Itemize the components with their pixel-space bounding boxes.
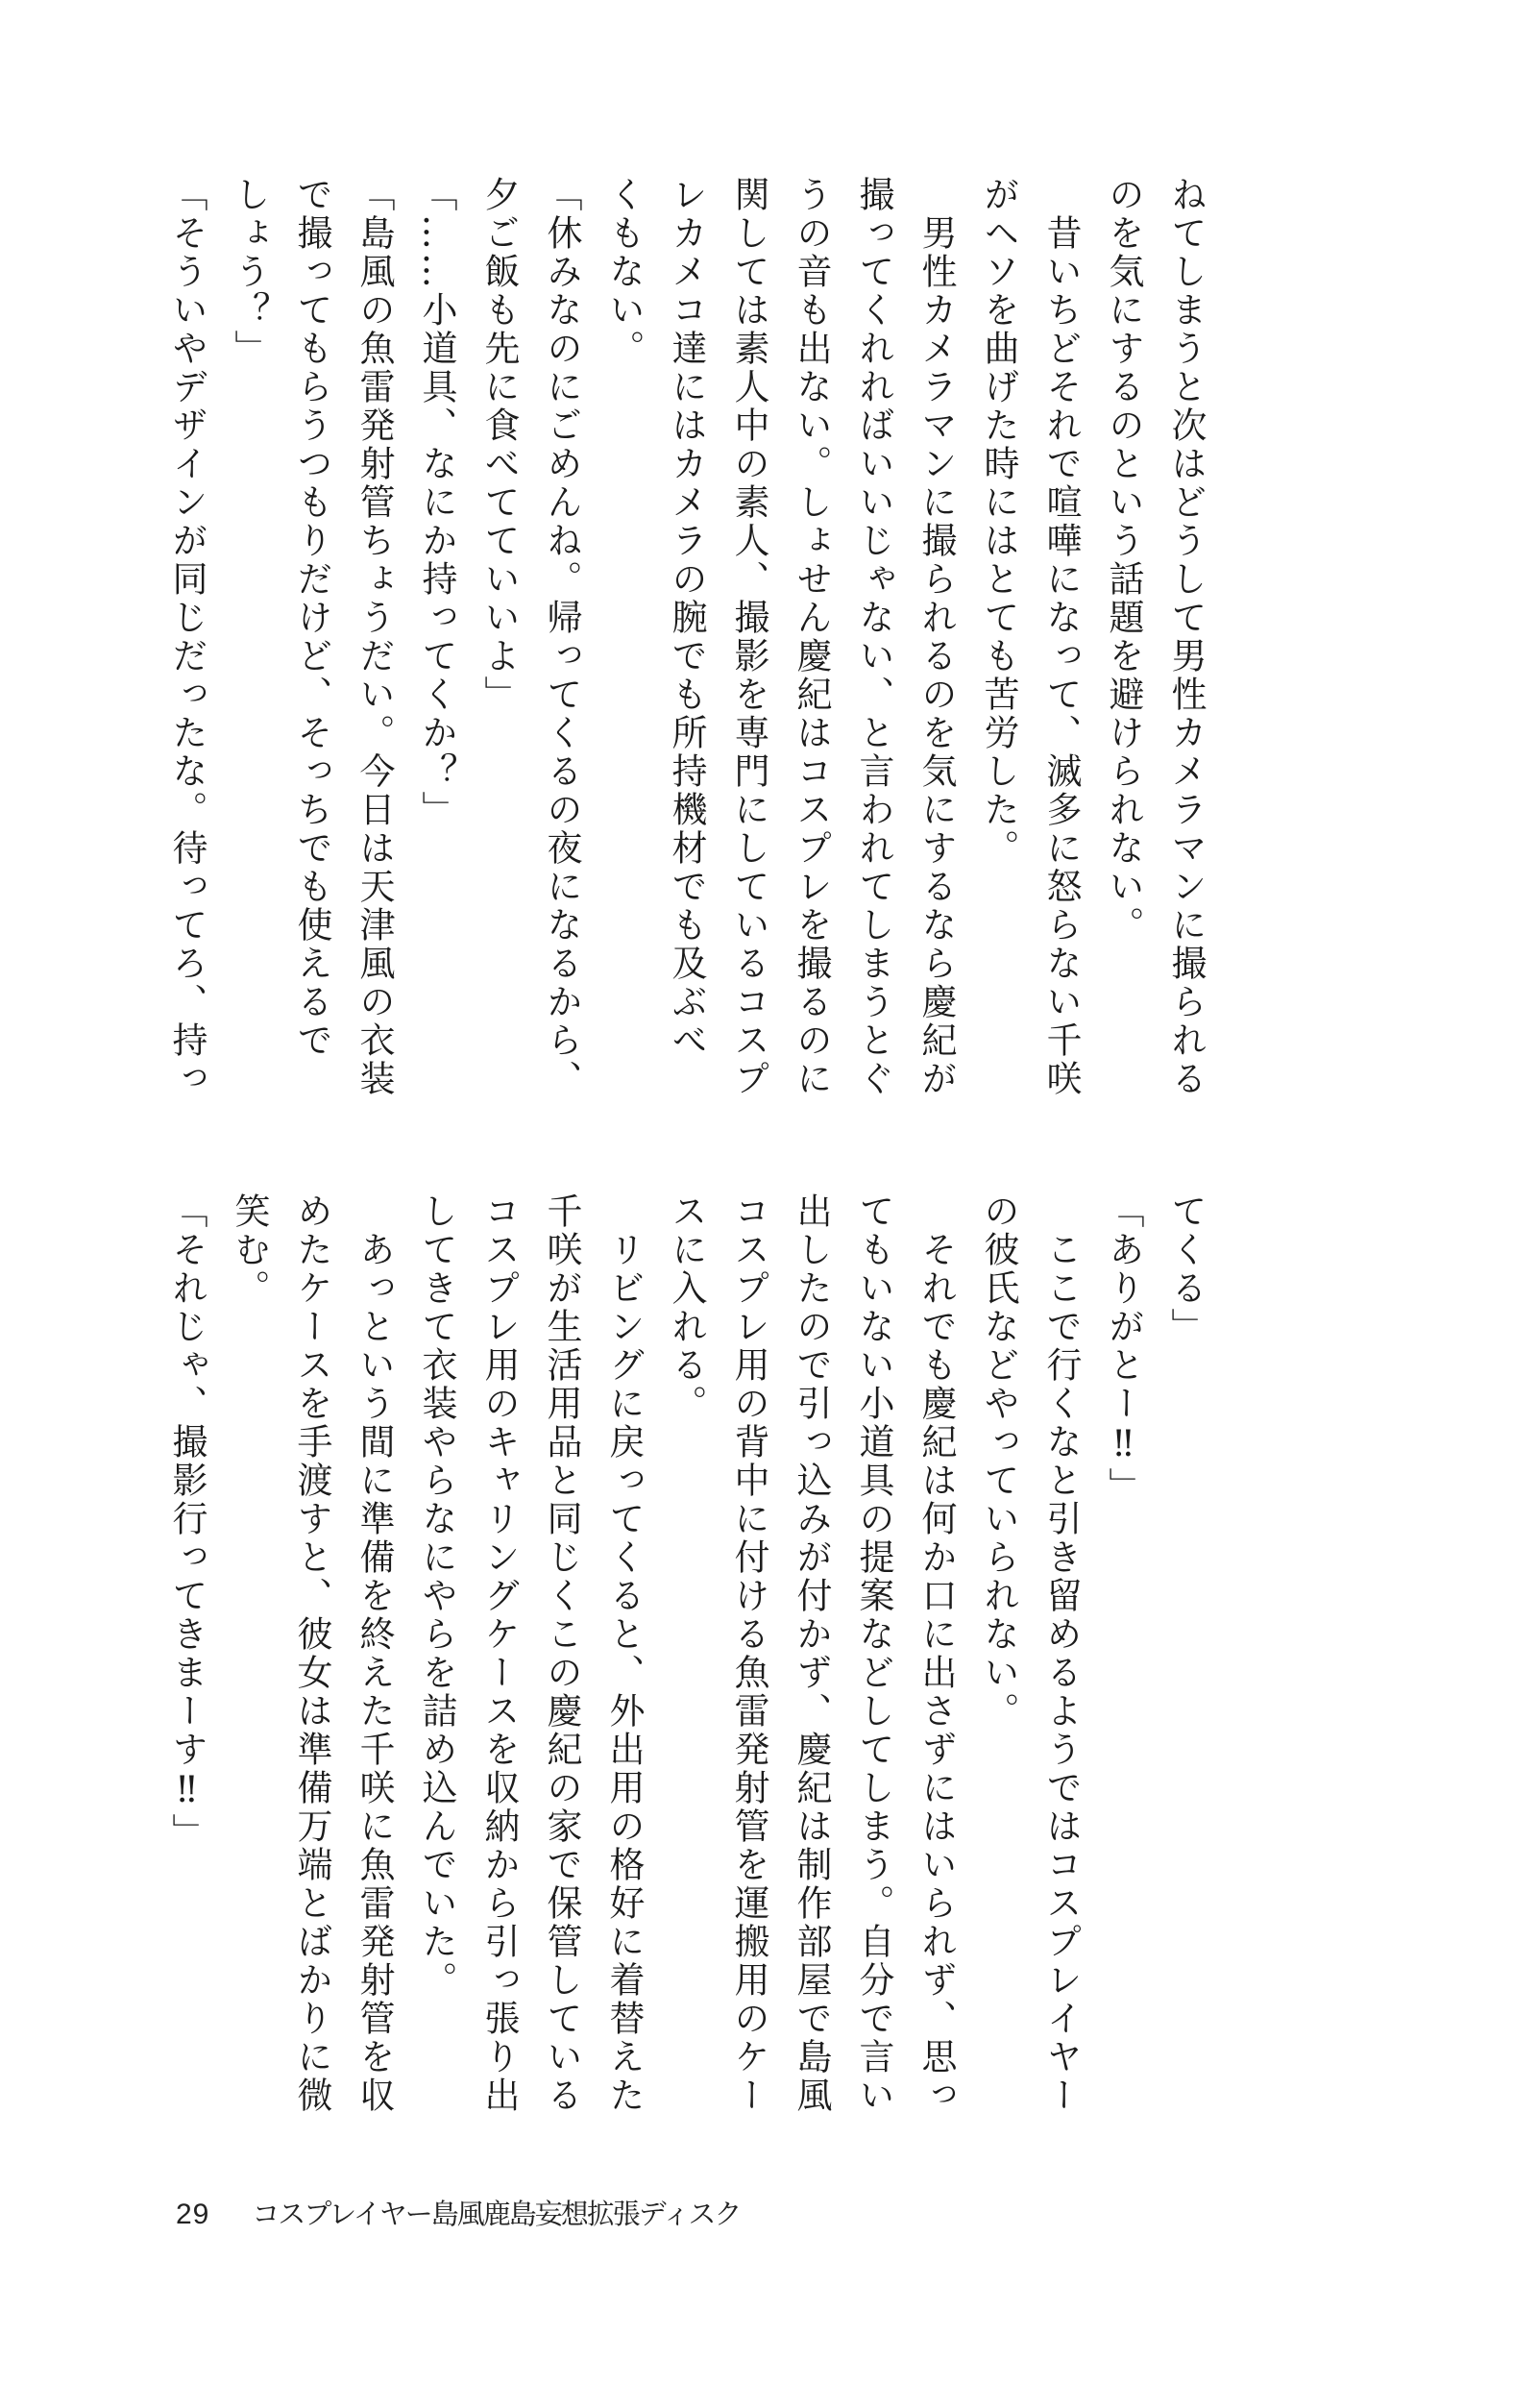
text-line: うの音も出ない。しょせん慶紀はコスプレを撮るのに [791,176,832,1098]
text-line: めたケースを手渡すと、彼女は準備万端とばかりに微 [291,1192,332,2115]
text-line: 「ありがとー‼」 [1103,1192,1144,1506]
text-line: 男性カメラマンに撮られるのを気にするなら慶紀が [915,176,957,1098]
text-line: 出したので引っ込みが付かず、慶紀は制作部屋で島風 [791,1192,832,2115]
text-line: がヘソを曲げた時にはとても苦労した。 [978,176,1019,868]
text-line: リビングに戻ってくると、外出用の格好に着替えた [603,1192,645,2115]
text-line: 千咲が生活用品と同じくこの慶紀の家で保管している [541,1192,582,2115]
text-line: ここで行くなと引き留めるようではコスプレイヤー [1040,1192,1082,2115]
text-line: 「それじゃ、撮影行ってきまーす‼」 [166,1192,207,1852]
text-line: あっという間に準備を終えた千咲に魚雷発射管を収 [354,1192,395,2115]
text-line: コスプレ用の背中に付ける魚雷発射管を運搬用のケー [728,1192,769,2115]
text-line: ねてしまうと次はどうして男性カメラマンに撮られる [1165,176,1207,1098]
text-line: 昔いちどそれで喧嘩になって、滅多に怒らない千咲 [1040,176,1082,1098]
bottom-text-block [156,1192,1217,2129]
text-line: しょう？」 [229,176,270,368]
page-number: 29 [176,2199,210,2230]
text-line: 関しては素人中の素人、撮影を専門にしているコスプ [728,176,769,1098]
text-line: それでも慶紀は何か口に出さずにはいられず、思っ [915,1192,957,2115]
top-text-block [156,176,1217,1113]
text-line: 「島風の魚雷発射管ちょうだい。今日は天津風の衣装 [354,176,395,1098]
text-line: くもない。 [603,176,645,368]
text-line: スに入れる。 [666,1192,707,1423]
text-line: コスプレ用のキャリングケースを収納から引っ張り出 [478,1192,520,2115]
text-line: のを気にするのという話題を避けられない。 [1103,176,1144,945]
text-line: レカメコ達にはカメラの腕でも所持機材でも及ぶべ [666,176,707,1060]
text-line: 撮ってくれればいいじゃない、と言われてしまうとぐ [853,176,894,1098]
text-line: てくる」 [1165,1192,1207,1346]
page-footer [176,2193,740,2232]
text-line: してきて衣装やらなにやらを詰め込んでいた。 [416,1192,457,2000]
text-line: てもいない小道具の提案などしてしまう。自分で言い [853,1192,894,2115]
text-line: で撮ってもらうつもりだけど、そっちでも使えるで [291,176,332,1060]
text-line: 「……小道具、なにか持ってくか？」 [416,176,457,829]
text-line: 笑む。 [229,1192,270,1308]
text-line: 夕ご飯も先に食べてていいよ」 [478,176,520,714]
text-line: 「休みなのにごめんね。帰ってくるの夜になるから、 [541,176,582,1098]
running-title: コスプレイヤー島風鹿島妄想拡張ディスク [252,2199,741,2230]
text-line: 「そういやデザインが同じだったな。待ってろ、持っ [166,176,207,1098]
text-line: の彼氏などやっていられない。 [978,1192,1019,1731]
